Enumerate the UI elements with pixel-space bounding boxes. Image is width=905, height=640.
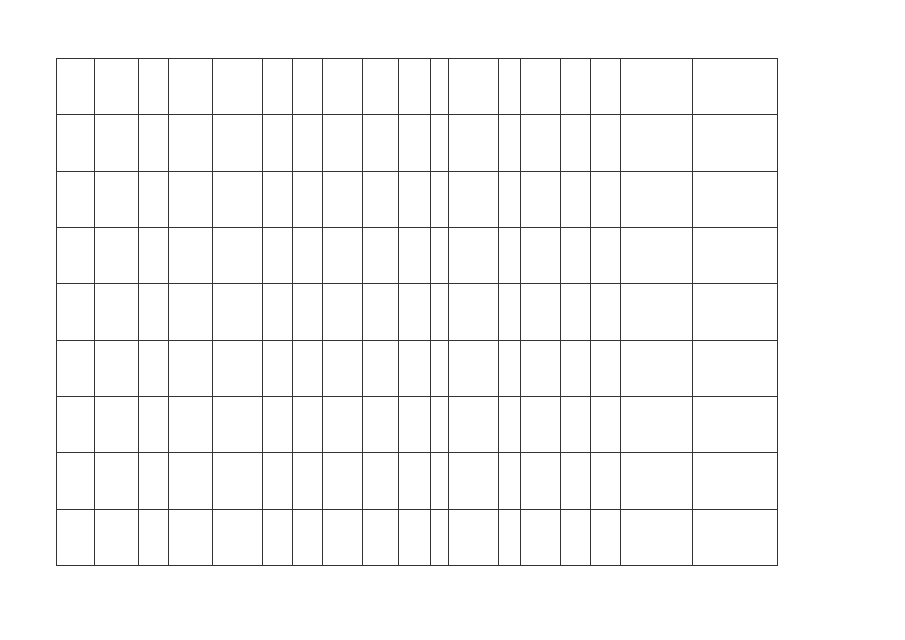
- table-cell: [431, 340, 449, 396]
- table-cell: [431, 59, 449, 115]
- table-cell: [169, 509, 213, 565]
- table-cell: [591, 115, 621, 171]
- table-cell: [169, 284, 213, 340]
- table-cell: [213, 509, 263, 565]
- table-cell: [561, 227, 591, 283]
- table-cell: [323, 453, 363, 509]
- table-cell: [499, 340, 521, 396]
- table-cell: [169, 227, 213, 283]
- table-cell: [621, 115, 693, 171]
- table-cell: [449, 396, 499, 452]
- table-cell: [499, 59, 521, 115]
- table-cell: [621, 59, 693, 115]
- table-cell: [95, 284, 139, 340]
- table-cell: [399, 453, 431, 509]
- table-cell: [263, 171, 293, 227]
- table-cell: [621, 227, 693, 283]
- table-cell: [561, 59, 591, 115]
- table-cell: [95, 227, 139, 283]
- table-cell: [169, 115, 213, 171]
- table-cell: [521, 227, 561, 283]
- table-cell: [693, 171, 778, 227]
- table-cell: [139, 340, 169, 396]
- table-cell: [591, 340, 621, 396]
- table-cell: [139, 284, 169, 340]
- table-cell: [169, 59, 213, 115]
- table-cell: [499, 509, 521, 565]
- table-cell: [293, 340, 323, 396]
- table-cell: [139, 171, 169, 227]
- table-cell: [57, 227, 95, 283]
- table-cell: [621, 340, 693, 396]
- table-cell: [449, 59, 499, 115]
- table-cell: [449, 453, 499, 509]
- table-cell: [399, 115, 431, 171]
- table-cell: [399, 227, 431, 283]
- table-cell: [561, 171, 591, 227]
- table-cell: [499, 115, 521, 171]
- table-cell: [693, 115, 778, 171]
- table-cell: [693, 396, 778, 452]
- table-cell: [561, 396, 591, 452]
- table-cell: [139, 227, 169, 283]
- table-cell: [57, 284, 95, 340]
- registry-table: [56, 58, 778, 566]
- table-cell: [323, 396, 363, 452]
- table-cell: [399, 509, 431, 565]
- table-cell: [693, 284, 778, 340]
- table-cell: [621, 453, 693, 509]
- registry-table-body: [57, 59, 778, 566]
- table-cell: [621, 509, 693, 565]
- table-row: [57, 115, 778, 171]
- table-cell: [95, 59, 139, 115]
- table-cell: [431, 171, 449, 227]
- table-cell: [591, 59, 621, 115]
- table-cell: [521, 396, 561, 452]
- table-cell: [521, 453, 561, 509]
- table-cell: [139, 509, 169, 565]
- table-cell: [293, 227, 323, 283]
- table-cell: [521, 171, 561, 227]
- table-cell: [621, 171, 693, 227]
- table-cell: [591, 396, 621, 452]
- table-cell: [213, 59, 263, 115]
- table-cell: [213, 227, 263, 283]
- table-cell: [621, 284, 693, 340]
- table-cell: [591, 227, 621, 283]
- table-cell: [139, 115, 169, 171]
- table-cell: [431, 396, 449, 452]
- table-cell: [293, 171, 323, 227]
- table-cell: [95, 115, 139, 171]
- table-cell: [95, 453, 139, 509]
- table-cell: [591, 171, 621, 227]
- table-cell: [213, 453, 263, 509]
- table-cell: [363, 453, 399, 509]
- table-cell: [293, 59, 323, 115]
- table-cell: [363, 59, 399, 115]
- table-cell: [431, 509, 449, 565]
- table-cell: [263, 396, 293, 452]
- table-cell: [621, 396, 693, 452]
- table-cell: [499, 453, 521, 509]
- table-cell: [431, 227, 449, 283]
- table-cell: [693, 509, 778, 565]
- table-cell: [263, 340, 293, 396]
- table-cell: [263, 453, 293, 509]
- table-cell: [521, 284, 561, 340]
- table-cell: [263, 509, 293, 565]
- table-cell: [521, 115, 561, 171]
- table-cell: [293, 115, 323, 171]
- table-cell: [499, 227, 521, 283]
- table-cell: [399, 396, 431, 452]
- table-cell: [263, 115, 293, 171]
- table-cell: [57, 509, 95, 565]
- table-cell: [431, 453, 449, 509]
- table-row: [57, 59, 778, 115]
- table-cell: [591, 453, 621, 509]
- table-cell: [213, 171, 263, 227]
- table-cell: [323, 227, 363, 283]
- table-cell: [693, 340, 778, 396]
- table-cell: [323, 59, 363, 115]
- table-row: [57, 396, 778, 452]
- table-cell: [399, 171, 431, 227]
- table-row: [57, 171, 778, 227]
- table-cell: [293, 284, 323, 340]
- table-cell: [363, 509, 399, 565]
- table-cell: [561, 453, 591, 509]
- table-cell: [169, 396, 213, 452]
- table-cell: [363, 227, 399, 283]
- table-cell: [499, 396, 521, 452]
- table-row: [57, 340, 778, 396]
- table-cell: [57, 396, 95, 452]
- table-cell: [213, 284, 263, 340]
- table-cell: [213, 340, 263, 396]
- table-cell: [363, 171, 399, 227]
- table-cell: [57, 453, 95, 509]
- table-cell: [95, 340, 139, 396]
- table-cell: [693, 59, 778, 115]
- table-cell: [449, 115, 499, 171]
- table-cell: [139, 396, 169, 452]
- table-cell: [95, 171, 139, 227]
- table-cell: [57, 171, 95, 227]
- table-cell: [499, 171, 521, 227]
- table-row: [57, 509, 778, 565]
- table-cell: [169, 171, 213, 227]
- table-cell: [169, 340, 213, 396]
- table-cell: [323, 509, 363, 565]
- table-cell: [363, 396, 399, 452]
- table-cell: [293, 509, 323, 565]
- table-cell: [449, 340, 499, 396]
- table-cell: [169, 453, 213, 509]
- table-cell: [399, 59, 431, 115]
- table-cell: [499, 284, 521, 340]
- table-cell: [561, 509, 591, 565]
- table-cell: [399, 340, 431, 396]
- table-cell: [57, 115, 95, 171]
- table-cell: [449, 227, 499, 283]
- table-cell: [561, 284, 591, 340]
- table-cell: [323, 171, 363, 227]
- table-cell: [263, 59, 293, 115]
- table-cell: [521, 509, 561, 565]
- table-row: [57, 227, 778, 283]
- table-cell: [139, 453, 169, 509]
- table-cell: [95, 509, 139, 565]
- table-cell: [693, 453, 778, 509]
- table-cell: [561, 340, 591, 396]
- table-cell: [263, 227, 293, 283]
- table-cell: [323, 115, 363, 171]
- table-cell: [363, 284, 399, 340]
- table-cell: [323, 340, 363, 396]
- table-cell: [263, 284, 293, 340]
- table-cell: [521, 59, 561, 115]
- table-cell: [431, 115, 449, 171]
- table-row: [57, 284, 778, 340]
- table-cell: [431, 284, 449, 340]
- table-cell: [449, 509, 499, 565]
- table-cell: [95, 396, 139, 452]
- table-cell: [139, 59, 169, 115]
- table-cell: [399, 284, 431, 340]
- table-cell: [449, 171, 499, 227]
- table-cell: [213, 115, 263, 171]
- table-cell: [363, 115, 399, 171]
- table-cell: [449, 284, 499, 340]
- table-cell: [591, 284, 621, 340]
- table-cell: [323, 284, 363, 340]
- table-cell: [363, 340, 399, 396]
- table-cell: [521, 340, 561, 396]
- table-cell: [57, 59, 95, 115]
- table-cell: [293, 453, 323, 509]
- table-cell: [591, 509, 621, 565]
- table-cell: [213, 396, 263, 452]
- table-row: [57, 453, 778, 509]
- table-cell: [293, 396, 323, 452]
- table-cell: [561, 115, 591, 171]
- table-cell: [693, 227, 778, 283]
- table-cell: [57, 340, 95, 396]
